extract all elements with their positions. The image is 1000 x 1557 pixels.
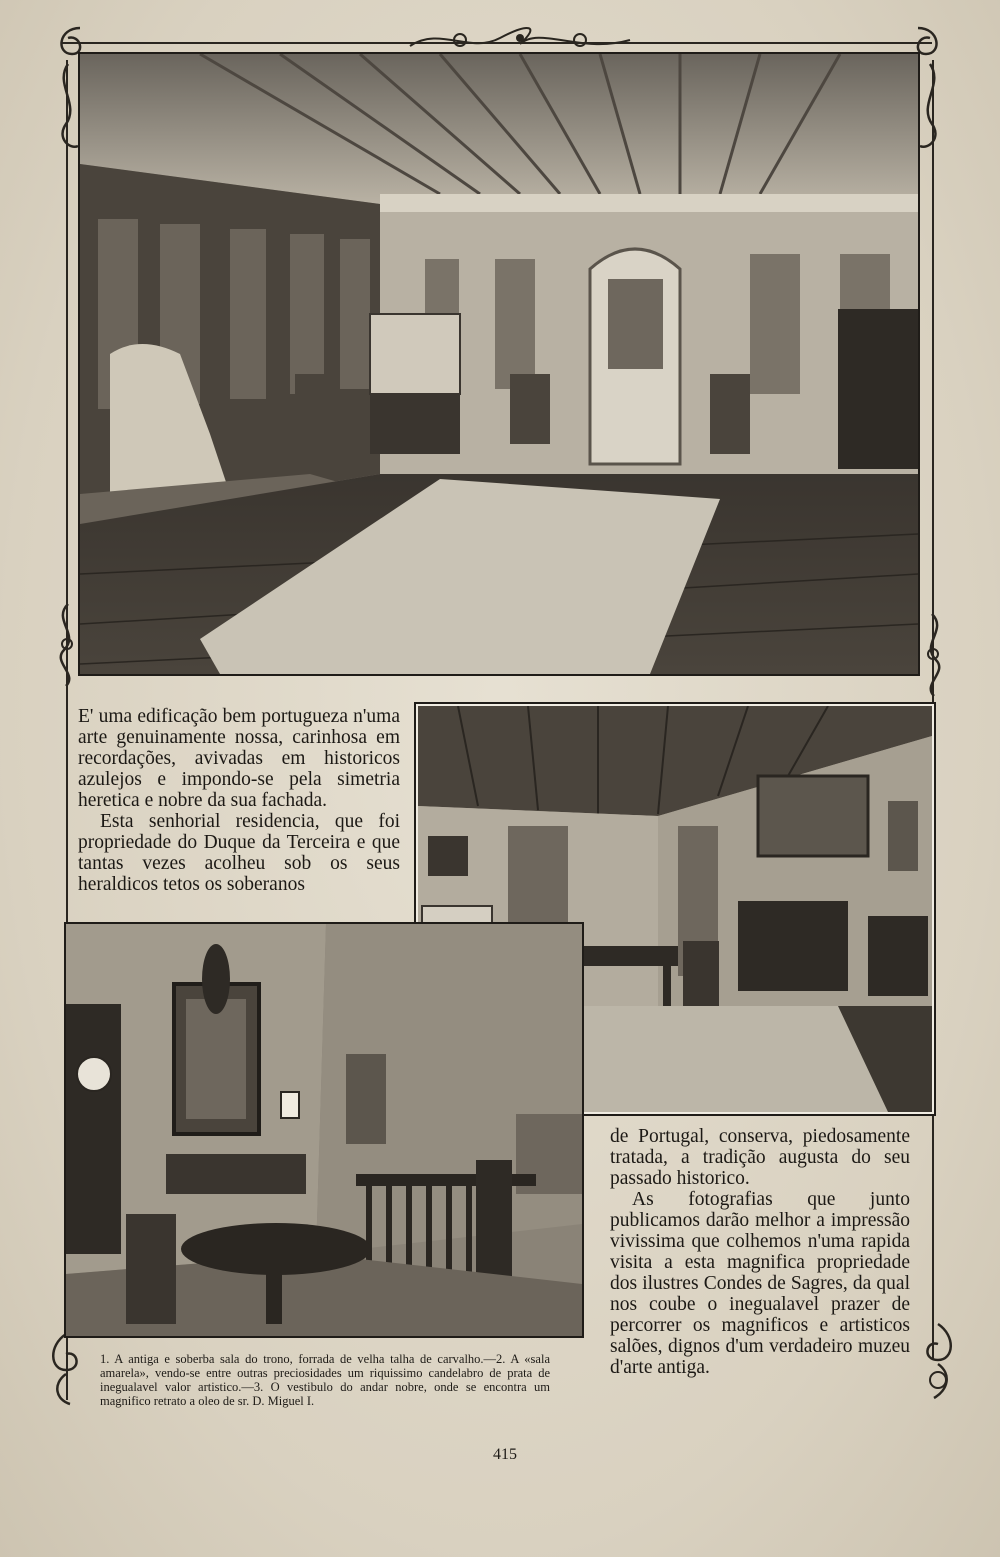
bottom-right-ornament-icon: [912, 1320, 962, 1410]
right-mid-ornament-icon: [916, 610, 950, 700]
photo-caption: 1. A antiga e soberba sala do trono, forrada de velha talha de carvalho.—2. A «sala amarela», vendo-se entre outras preciosidades um riquissimo candelabro de prata de inegualavel valor artistico.—3. O vestibulo do andar nobre, onde se encontra um magnifico retrato a oleo de sr. D. Miguel I.: [100, 1352, 550, 1408]
photo-vestibule: [64, 922, 584, 1338]
article-column-right: [610, 1126, 910, 1378]
article-paragraph-4: As fotografias que junto publicamos darão melhor a impressão vivissima que colhemos n'uma rapida visita a esta magnifica propriedade dos ilustres Condes de Sagres, da qual nos coube o inegualavel prazer de percorrer os magnificos e artisticos salões, dignos d'um verdadeiro muzeu d'arte antiga.: [610, 1189, 910, 1378]
photo-throne-room: [78, 52, 920, 676]
article-paragraph-2: Esta senhorial residencia, que foi propriedade do Duque da Terceira e que tantas vezes acolheu sob os seus heraldicos tetos os soberanos: [78, 811, 400, 895]
page-number: 415: [493, 1446, 517, 1463]
article-paragraph-3: de Portugal, conserva, piedosamente tratada, a tradição augusta do seu passado historico.: [610, 1126, 910, 1189]
article-paragraph-1: E' uma edificação bem portugueza n'uma arte genuinamente nossa, carinhosa em recordações, avivadas em historicos azulejos e impondo-se pela simetria heretica e nobre da sua fachada.: [78, 706, 400, 811]
bottom-left-ornament-icon: [42, 1330, 92, 1410]
article-column-left: [78, 706, 400, 895]
